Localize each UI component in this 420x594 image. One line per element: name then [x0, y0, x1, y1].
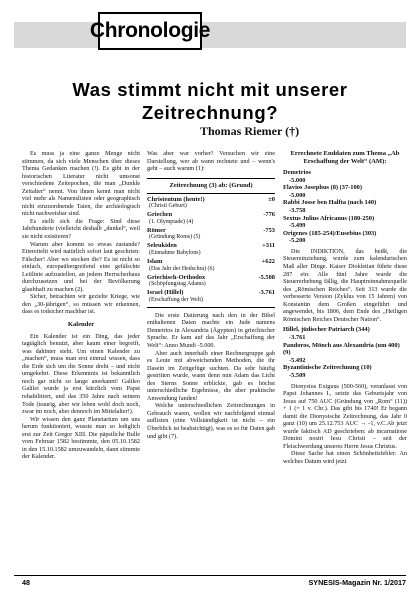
- table-divider: [147, 307, 275, 308]
- entry-name: Demetrios: [283, 169, 312, 176]
- paragraph: Wir wissen den ganz Planetarium um uns herum funktioniert, wusste man so lediglich erst zur Zeit Gregor XIII. Die päpstliche Bulle vom Februar 1582 bestimmte, den 05.10.1582 in den 15.10.1582 umzuwandeln, dann stimmte der Kalender.: [22, 415, 140, 461]
- section-header: [89, 12, 211, 50]
- row-value: +311: [262, 242, 275, 250]
- row-name: Seleukiden: [147, 242, 177, 250]
- paragraph: Dionysius Exiguus (500-560), veranlasst von Papst Johannes I., setzte das Geburtsjahr von Jesus auf 750 AUC (Gründung von „Rom“ (11)) + 1 (= 1 v. Chr.). Das gibt bis 1740! Er begann damit die Dionysische Zeitrechnung, das Jahr 0 ganz (10) um 25.12.753 AUC → -1, v.C.Ab jetzt wurde faktisch AD geschrieben: ab incarnatione Domini nostri Iesu Christi – seit der Fleischwerdung unseres Herrn Jesus Christus.: [283, 382, 407, 450]
- paragraph: Es muss ja eine ganze Menge nicht stimmen, da sich viele Menschen über dieses Thema Gedanken machen (!). Es gibt in der historischen Literatur nicht umsonst verschiedene Zeitepochen, die man „Dunkle Zeitalter“ nennt. Von ihnen kennt man nicht viel mehr als Namenslisten oder geographisch nicht einzuordnende Taten, die archäologisch nicht nachweisbar sind.: [22, 150, 140, 218]
- paragraph: Diese Sache hat einen Schönheitsfehler: An welches Datum wird jetzt: [283, 450, 407, 466]
- row-note: (Schöpfungstag Adams): [149, 281, 206, 288]
- row-value: -776: [263, 211, 275, 219]
- article-author: Thomas Riemer (†): [200, 124, 300, 138]
- row-name: Griechen: [147, 211, 173, 219]
- row-note: (Gründung Roms) (5): [149, 234, 201, 241]
- paragraph: Es stellt sich die Frage: Sind diese Jahrhunderte (vielleicht deshalb „dunkel“, weil sie nicht existieren?: [22, 217, 140, 241]
- page-number: 48: [22, 578, 30, 587]
- row-note: (Christi Geburt): [149, 203, 187, 210]
- section-title: Chronologie: [89, 19, 211, 42]
- end-dates-title: Errechnete Enddaten zum Thema „Ab Erschaffung der Welt“ (AM):: [290, 150, 400, 165]
- paragraph: Warum aber kommt so etwas zustande? Eitereitelit wird natürlich sofort laut geschrien: Fälscher! Aber wo stecken die? Es ist nicht so einfach, europaübergreifend eine gefälschte Leitlinie aufzustellen, an jedem Herrscherhaus durchzusetzen und bei der Bevölkerung glaubhaft zu machen (2).: [22, 240, 140, 293]
- row-note: (Das Jahr der Hedschra) (6): [149, 265, 215, 272]
- entry-value: -5.499: [289, 222, 306, 230]
- entry-value: -3.758: [289, 206, 306, 214]
- subheading-kalender: Kalender: [67, 321, 95, 329]
- calendar-table: [147, 196, 275, 304]
- entry-name: Flavios Josephus (8) (37-100): [283, 184, 362, 192]
- entry-value: -5.000: [289, 176, 306, 184]
- row-note: (1. Olympiade) (4): [149, 218, 194, 225]
- row-value: -5.508: [258, 273, 275, 281]
- paragraph: Ein Kalender ist ein Ding, das jeder tagtäglich benutzt, aber kaum einer begreift, was dahinter steht. Um einen Kalender zu „machen“, muss man erst einmal wissen, dass die Erde sich um die Sonne dreht – und nicht umgekehrt. Diese Erkenntnis ist bekanntlich noch gar nicht so lange anerkannt! Galileo Galilei wurde ja erst kürzlich vom Papst rehabilitiert, und das 350 Jahre nach seinem Tode (traurig, aber wir leben wohl doch noch, zwar im noch, aber dennoch im Mittelalter!).: [22, 332, 140, 416]
- entry-value: -5.509: [289, 371, 306, 379]
- entry-value: -5.000: [289, 191, 306, 199]
- table-row: [147, 258, 275, 266]
- column-2: [147, 150, 275, 440]
- row-name: Griechisch-Orthodox: [147, 273, 206, 281]
- end-dates-list-2: [283, 326, 407, 379]
- entry-value: -5.492: [289, 356, 306, 364]
- row-value: -3.761: [258, 289, 275, 297]
- table-row: [147, 242, 275, 250]
- row-value: -753: [263, 226, 275, 234]
- column-1: [22, 150, 140, 461]
- entry-name: Pandoros, Mönch aus Alexandria (um 400) (9): [283, 341, 400, 357]
- magazine-issue: SYNESIS-Magazin Nr. 1/2017: [308, 578, 406, 587]
- row-name: Christentum (heute!): [147, 195, 205, 203]
- entry-name: Rabbi Josse ben Halfta (nach 140): [283, 199, 377, 207]
- row-name: Islam: [147, 258, 163, 266]
- article-title: Was stimmt nicht mit unserer Zeitrechnung?: [72, 79, 348, 123]
- table-row: [147, 289, 275, 297]
- row-value: ±0: [268, 195, 275, 203]
- paragraph: Die INDIKTION, das heißt, die Steuereinziehung, wurde zum kalendarischen Maß aller Dinge. Kaiser Diokletian führte diese 287 ein: Alle fünf Jahre wurde die Steuererhebung fällig, die Hauptreinnahmequelle des „Römischen Reiches“. Seit 313 wurde die verbesserte Version (Zyklus von 15 Jahren) von Konstantin dem Großen eingeführt und angewendet, bis 1806, dem Ende des „Heiligen Römischen Reiches Deutscher Nation“.: [283, 247, 407, 323]
- paragraph: Sicher, betrachten wir gezielte Kriege, wie den „30-jährigen“, so müssen wir erkennen, dass es todsicher machbar ist.: [22, 293, 140, 316]
- paragraph: Welche unterschiedlichen Zeitrechnungen in Gebrauch waren, wollen wir nachfolgend einmal auflisten (eine Vollständigkeit ist nicht – ein Überblick ist beabsichtigt), was es so für Daten gab und gibt (7).: [147, 402, 275, 440]
- paragraph: Aber auch innerhalb einer Rechnergruppe gab es Leute mit abweichenden Methoden, die ihr Dasein im Zeitgefüge suchten. Da sehr häufig gestritten wurde, wann denn nun Adam das Licht des Sterns Sonne erblickte, gab es höchst unterschiedliche Ergebnisse, die aber praktische Anwendung fanden!: [147, 349, 275, 402]
- calendar-table-title: Zeitrechnung (3) ab: (Grund): [147, 178, 275, 194]
- entry-name: Byzantinische Zeitrechnung (10): [283, 364, 372, 372]
- footer-rule: [14, 575, 406, 576]
- entry-name: Hillel, jüdischer Patriarch (344): [283, 326, 370, 334]
- row-note: (Einnahme Babylons): [149, 250, 201, 257]
- paragraph: Was aber war vorher? Versuchen wir eine Darstellung, wer ab wann rechnete und – wenn's geht – auch warum (1):: [147, 150, 275, 173]
- entry-value: -5.200: [289, 237, 306, 245]
- row-name: Römer: [147, 226, 166, 234]
- table-row: [147, 211, 275, 219]
- row-name: Israel (Hillel): [147, 289, 184, 297]
- column-3: [283, 150, 407, 466]
- entry-name: Sextus Julius Africanus (180-250): [283, 214, 375, 222]
- entry-name: Origenes (185-254)/Eusebius (303): [283, 229, 377, 237]
- entry-value: -3.761: [289, 334, 306, 341]
- row-note: (Erschaffung der Welt): [149, 296, 203, 303]
- end-dates-list: [283, 169, 407, 245]
- row-value: +622: [261, 258, 275, 266]
- paragraph: Die erste Datierung nach den in der Bibel enthaltenen Daten machte ein Jude namens Demetrios in Alexandria (Ägypten) in griechischer Sprache. Er kam auf das Jahr „Erschaffung der Welt“: Anno Mundi -5.000.: [147, 311, 275, 349]
